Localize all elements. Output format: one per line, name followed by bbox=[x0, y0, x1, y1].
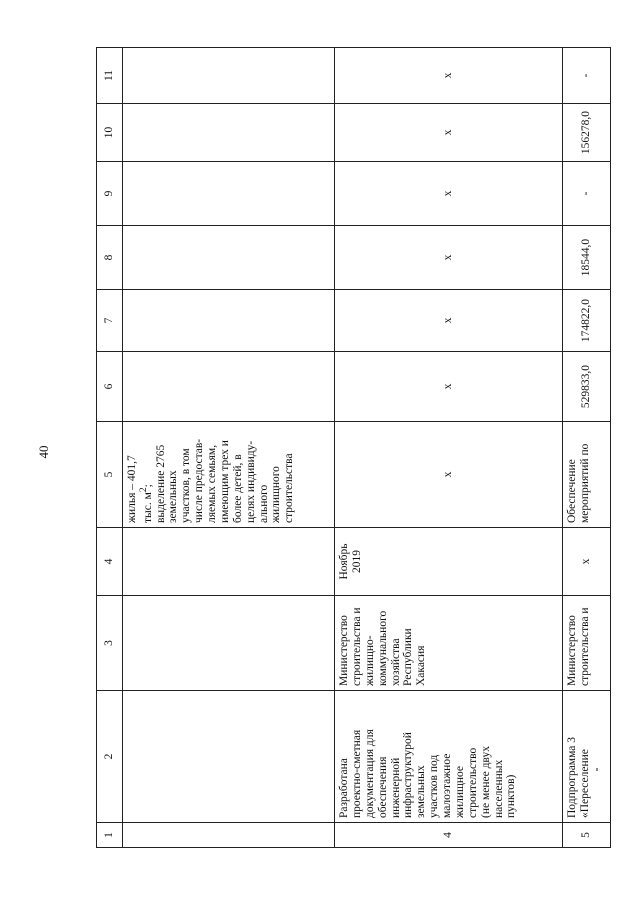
text-line: строительства и bbox=[578, 607, 591, 686]
text-line: Министерство bbox=[338, 615, 350, 686]
header-col-2: 2 bbox=[97, 691, 123, 823]
cell bbox=[123, 691, 335, 823]
cell-deadline bbox=[335, 528, 563, 596]
page-number: 40 bbox=[36, 445, 51, 459]
header-col-6: 6 bbox=[97, 352, 123, 422]
text-line: имеющим трех и bbox=[218, 440, 231, 523]
header-col-7: 7 bbox=[97, 290, 123, 352]
text-line: земельных bbox=[415, 765, 428, 818]
text-line: целях индивиду- bbox=[244, 440, 257, 523]
cell-deadline: x bbox=[563, 528, 611, 596]
cell bbox=[123, 226, 335, 290]
text-line: строительства bbox=[283, 453, 296, 523]
cell-value: x bbox=[335, 104, 563, 162]
cell bbox=[123, 823, 335, 848]
cell-value: x bbox=[335, 162, 563, 226]
table-row-4 bbox=[335, 48, 563, 848]
text-line: выделение 2765 bbox=[154, 444, 167, 523]
cell bbox=[123, 290, 335, 352]
text-line: мероприятий по bbox=[578, 443, 591, 523]
cell-value: - bbox=[563, 162, 611, 226]
cell-event-text bbox=[335, 691, 563, 823]
text-line: малоэтажное bbox=[441, 753, 453, 818]
text-line: населенных bbox=[492, 759, 505, 818]
cell-executor-text bbox=[563, 596, 611, 691]
header-col-8: 8 bbox=[97, 226, 123, 290]
text-line: обеспечения bbox=[376, 756, 389, 818]
cell-value: 174822,0 bbox=[563, 290, 611, 352]
table-row-5 bbox=[563, 48, 611, 848]
text-line: инженерной bbox=[389, 757, 402, 818]
superscript: 2 bbox=[137, 487, 149, 493]
cell-value: x bbox=[335, 352, 563, 422]
header-col-10: 10 bbox=[97, 104, 123, 162]
text-line: более детей, в bbox=[231, 454, 244, 523]
text-line: пунктов) bbox=[505, 774, 518, 818]
cell bbox=[123, 352, 335, 422]
cell-value: x bbox=[335, 290, 563, 352]
cell-value: - bbox=[563, 48, 611, 104]
text-line: хозяйства bbox=[389, 638, 402, 686]
cell-result-text bbox=[123, 422, 335, 528]
header-col-5: 5 bbox=[97, 422, 123, 528]
text-line: инфраструктурой bbox=[402, 732, 415, 818]
text-line: «Переселение bbox=[578, 749, 591, 818]
cell bbox=[123, 104, 335, 162]
text-line: Ноябрь bbox=[338, 543, 350, 580]
text-line bbox=[139, 426, 155, 523]
cell bbox=[123, 48, 335, 104]
header-row bbox=[97, 48, 123, 848]
text-line: проектно-сметная bbox=[350, 729, 363, 818]
text-line: жилищное bbox=[453, 766, 466, 818]
text-line: Разработана bbox=[338, 758, 350, 818]
text-line: строительство bbox=[466, 747, 479, 818]
cell-value: 156278,0 bbox=[563, 104, 611, 162]
text-line: жилищно- bbox=[363, 635, 376, 686]
text-line: строительства и bbox=[350, 607, 363, 686]
text-line: Хакасия bbox=[415, 645, 428, 686]
text-line: числе предостав- bbox=[193, 438, 206, 523]
program-table bbox=[96, 47, 611, 848]
cell-result-text bbox=[563, 422, 611, 528]
text-line: жилищного bbox=[270, 466, 283, 523]
cell-value: 18544,0 bbox=[563, 226, 611, 290]
cell-value: 529833,0 bbox=[563, 352, 611, 422]
text-line: ляемых семьям, bbox=[206, 444, 219, 523]
text-line: Обеспечение bbox=[566, 459, 578, 523]
row-number: 5 bbox=[563, 823, 611, 848]
continuation-row bbox=[123, 48, 335, 848]
text-line: ального bbox=[257, 484, 270, 523]
cell bbox=[123, 596, 335, 691]
text-line: земельных bbox=[167, 470, 180, 523]
row-number: 4 bbox=[335, 823, 563, 848]
header-col-4: 4 bbox=[97, 528, 123, 596]
header-col-9: 9 bbox=[97, 162, 123, 226]
text-line: Республики bbox=[402, 628, 415, 686]
cell-event-text bbox=[563, 691, 611, 823]
cell-value: x bbox=[335, 226, 563, 290]
cell bbox=[123, 528, 335, 596]
text-line: жилья – 401,7 bbox=[126, 455, 138, 523]
rotated-table-wrapper bbox=[96, 48, 610, 848]
header-col-3: 3 bbox=[97, 596, 123, 691]
text-line: Подпрограмма 3 bbox=[566, 736, 578, 818]
cell bbox=[123, 162, 335, 226]
text-fragment: ; bbox=[141, 484, 154, 488]
text-line: 2019 bbox=[350, 550, 363, 573]
header-col-1: 1 bbox=[97, 823, 123, 848]
cell-executor-text bbox=[335, 596, 563, 691]
text-line: (не менее двух bbox=[479, 746, 492, 818]
text-line: участков под bbox=[428, 754, 441, 818]
text-line: документация для bbox=[363, 729, 376, 818]
text-line: коммунального bbox=[376, 610, 389, 686]
text-line: участков, в том bbox=[180, 448, 193, 523]
header-col-11: 11 bbox=[97, 48, 123, 104]
text-line: Министерство bbox=[566, 615, 578, 686]
cell-value: x bbox=[335, 422, 563, 528]
text-fragment: тыс. м bbox=[141, 492, 154, 523]
cell-value: x bbox=[335, 48, 563, 104]
